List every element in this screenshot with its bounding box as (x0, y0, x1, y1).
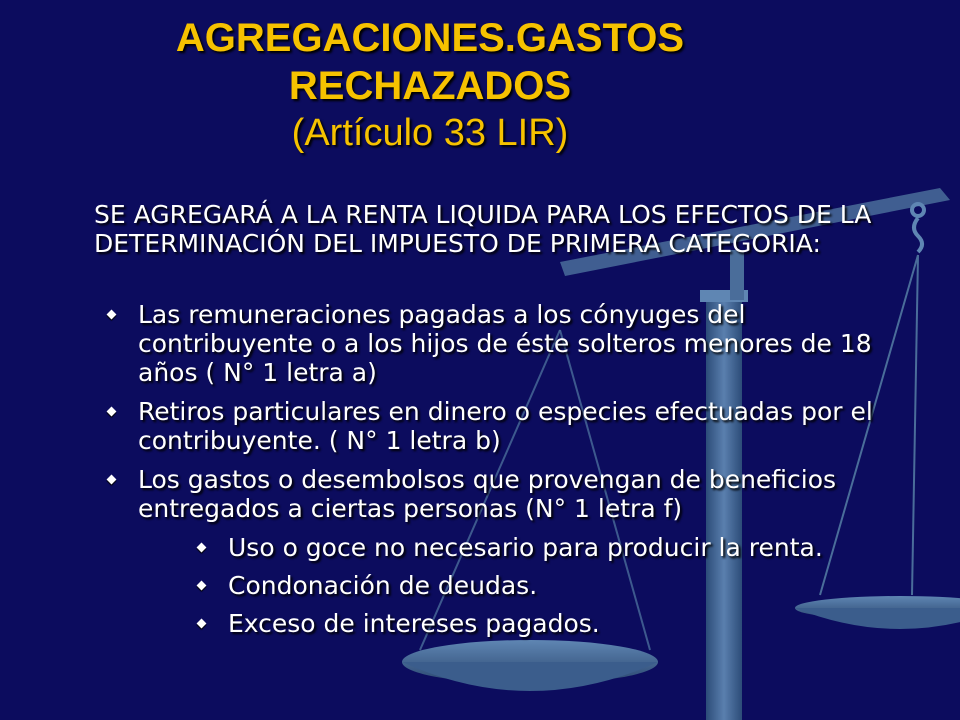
bullet-text: Las remuneraciones pagadas a los cónyuges del contribuyente o a los hijos de éste solteros menores de 18 años ( N° 1 letra a) (138, 300, 872, 387)
list-item (106, 465, 926, 523)
bullet-list (106, 300, 926, 647)
sub-list-item (196, 533, 926, 562)
diamond-bullet-icon (107, 407, 117, 417)
title-line-1: AGREGACIONES.GASTOS (175, 16, 685, 60)
list-item (106, 397, 926, 455)
diamond-bullet-icon (197, 619, 207, 629)
diamond-bullet-icon (107, 310, 117, 320)
list-item (106, 300, 926, 387)
slide-subtitle: (Artículo 33 LIR) (291, 112, 569, 154)
bullet-text: Los gastos o desembolsos que provengan de beneficios entregados a ciertas personas (N° 1 letra f) (138, 465, 837, 523)
sub-bullet-text: Condonación de deudas. (228, 571, 538, 600)
diamond-bullet-icon (107, 475, 117, 485)
sub-bullet-text: Uso o goce no necesario para producir la renta. (228, 533, 823, 562)
sub-list-item (196, 609, 926, 638)
sub-bullet-text: Exceso de intereses pagados. (228, 609, 600, 638)
diamond-bullet-icon (197, 581, 207, 591)
intro-text: SE AGREGARÁ A LA RENTA LIQUIDA PARA LOS EFECTOS DE LA DETERMINACIÓN DEL IMPUESTO DE PRIMERA CATEGORIA: (94, 200, 872, 258)
sub-list-item (196, 571, 926, 600)
title-line-2: RECHAZADOS (288, 64, 572, 108)
slide-title (0, 14, 860, 156)
bullet-text: Retiros particulares en dinero o especies efectuadas por el contribuyente. ( N° 1 letra b) (138, 397, 873, 455)
diamond-bullet-icon (197, 543, 207, 553)
